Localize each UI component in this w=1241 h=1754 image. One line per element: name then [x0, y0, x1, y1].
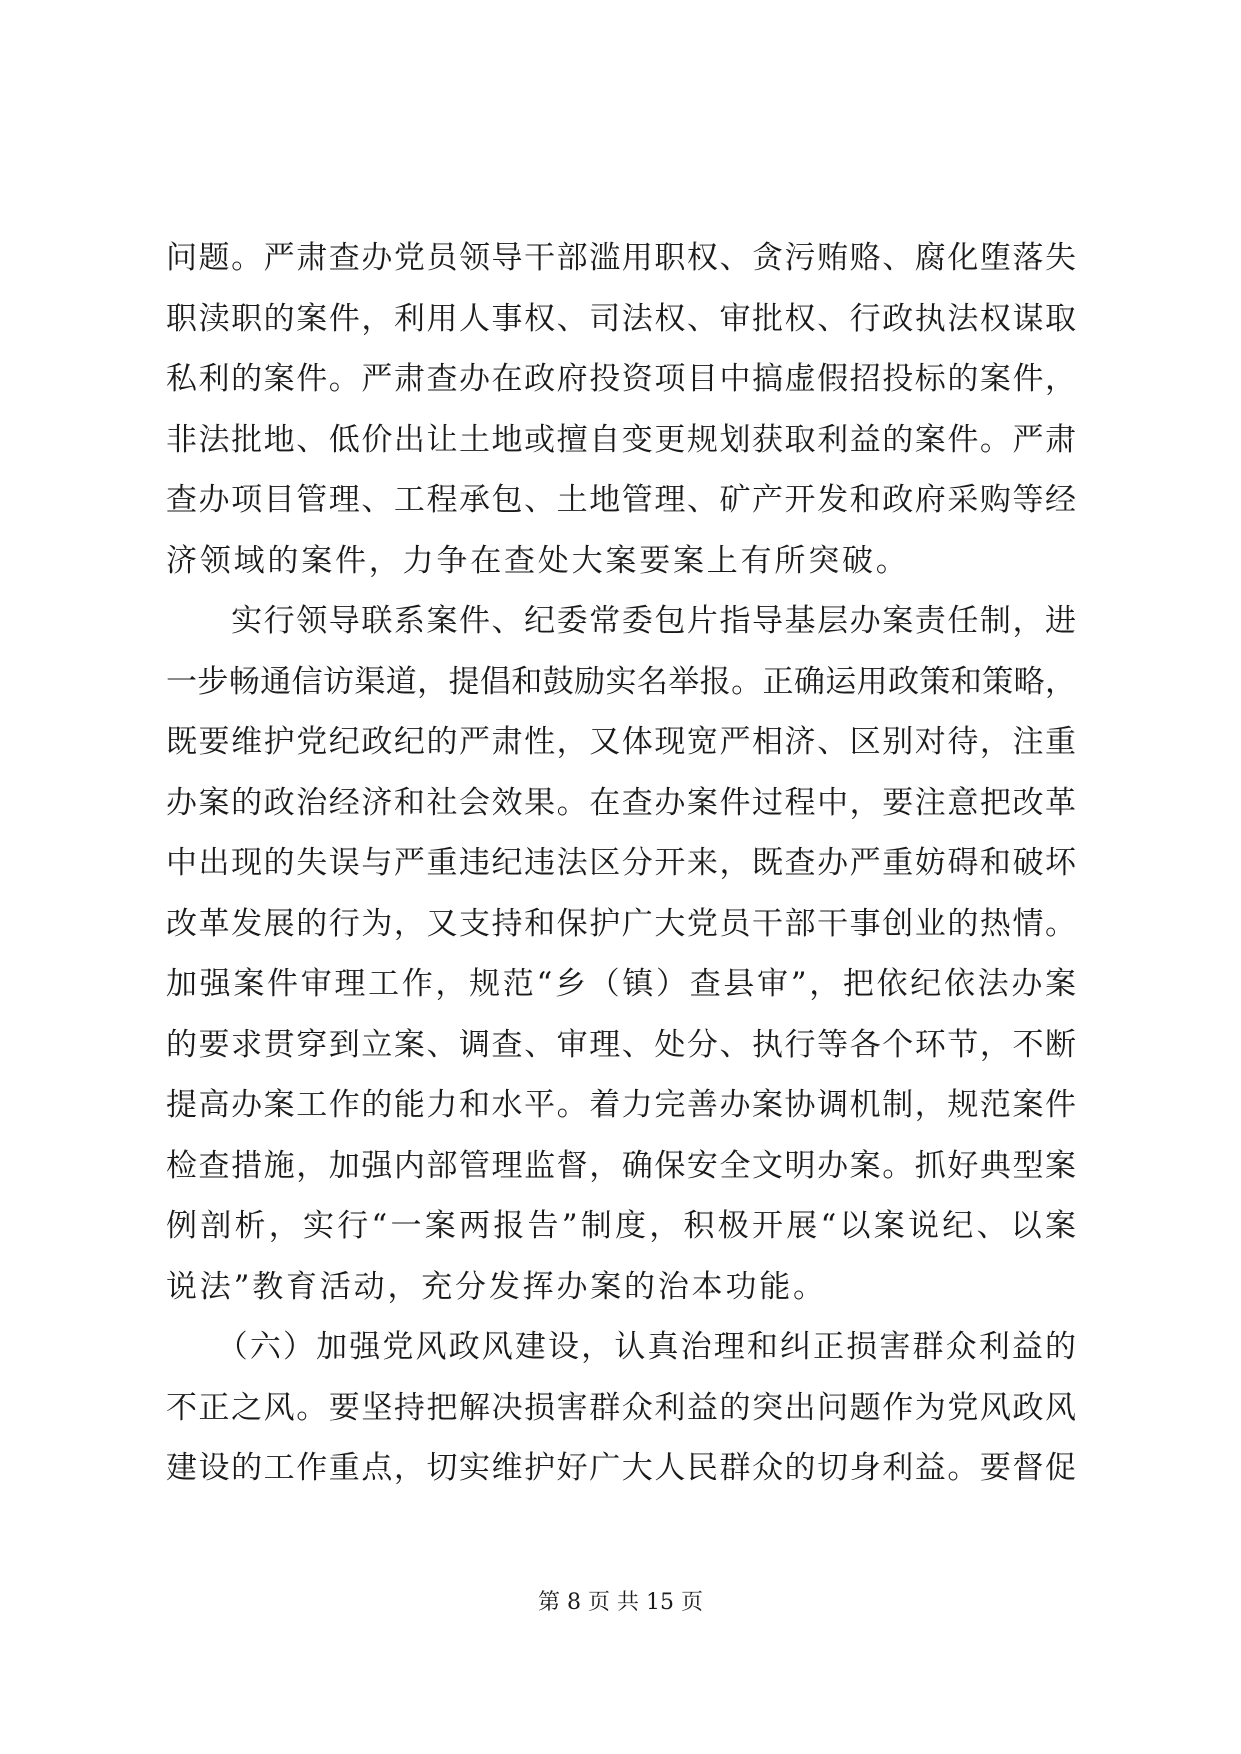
text-line: 中出现的失误与严重违纪违法区分开来，既查办严重妨碍和破坏 [166, 845, 1076, 881]
text-line: （六）加强党风政风建设，认真治理和纠正损害群众利益的 [166, 1329, 1076, 1365]
text-line: 济领域的案件，力争在查处大案要案上有所突破。 [166, 542, 910, 579]
text-line: 查办项目管理、工程承包、土地管理、矿产开发和政府采购等经 [166, 482, 1076, 518]
text-line: 非法批地、低价出让土地或擅自变更规划获取利益的案件。严肃 [166, 421, 1076, 458]
text-line: 既要维护党纪政纪的严肃性，又体现宽严相济、区别对待，注重 [166, 724, 1076, 760]
body-text [166, 228, 1076, 1499]
text-line: 检查措施，加强内部管理监督，确保安全文明办案。抓好典型案 [166, 1147, 1076, 1184]
text-line: 建设的工作重点，切实维护好广大人民群众的切身利益。要督促 [166, 1450, 1076, 1486]
text-line: 提高办案工作的能力和水平。着力完善办案协调机制，规范案件 [166, 1087, 1076, 1123]
page-footer: 第 8 页 共 15 页 [538, 1590, 703, 1615]
text-line: 职渎职的案件，利用人事权、司法权、审批权、行政执法权谋取 [166, 300, 1076, 337]
text-line: 例剖析，实行“一案两报告”制度，积极开展“以案说纪、以案 [166, 1208, 1076, 1244]
text-line: 的要求贯穿到立案、调查、审理、处分、执行等各个环节，不断 [166, 1026, 1076, 1063]
text-line: 不正之风。要坚持把解决损害群众利益的突出问题作为党风政风 [166, 1389, 1076, 1426]
text-line: 改革发展的行为，又支持和保护广大党员干部干事创业的热情。 [166, 905, 1076, 942]
text-line: 说法”教育活动，充分发挥办案的治本功能。 [166, 1268, 827, 1305]
text-line: 办案的政治经济和社会效果。在查办案件过程中，要注意把改革 [166, 784, 1076, 821]
text-line: 加强案件审理工作，规范“乡（镇）查县审”，把依纪依法办案 [166, 966, 1076, 1002]
text-line: 实行领导联系案件、纪委常委包片指导基层办案责任制，进 [166, 603, 1076, 639]
text-line: 一步畅通信访渠道，提倡和鼓励实名举报。正确运用政策和策略， [166, 663, 1076, 700]
text-line: 私利的案件。严肃查办在政府投资项目中搞虚假招投标的案件， [166, 361, 1076, 397]
text-line: 问题。严肃查办党员领导干部滥用职权、贪污贿赂、腐化堕落失 [166, 240, 1076, 276]
